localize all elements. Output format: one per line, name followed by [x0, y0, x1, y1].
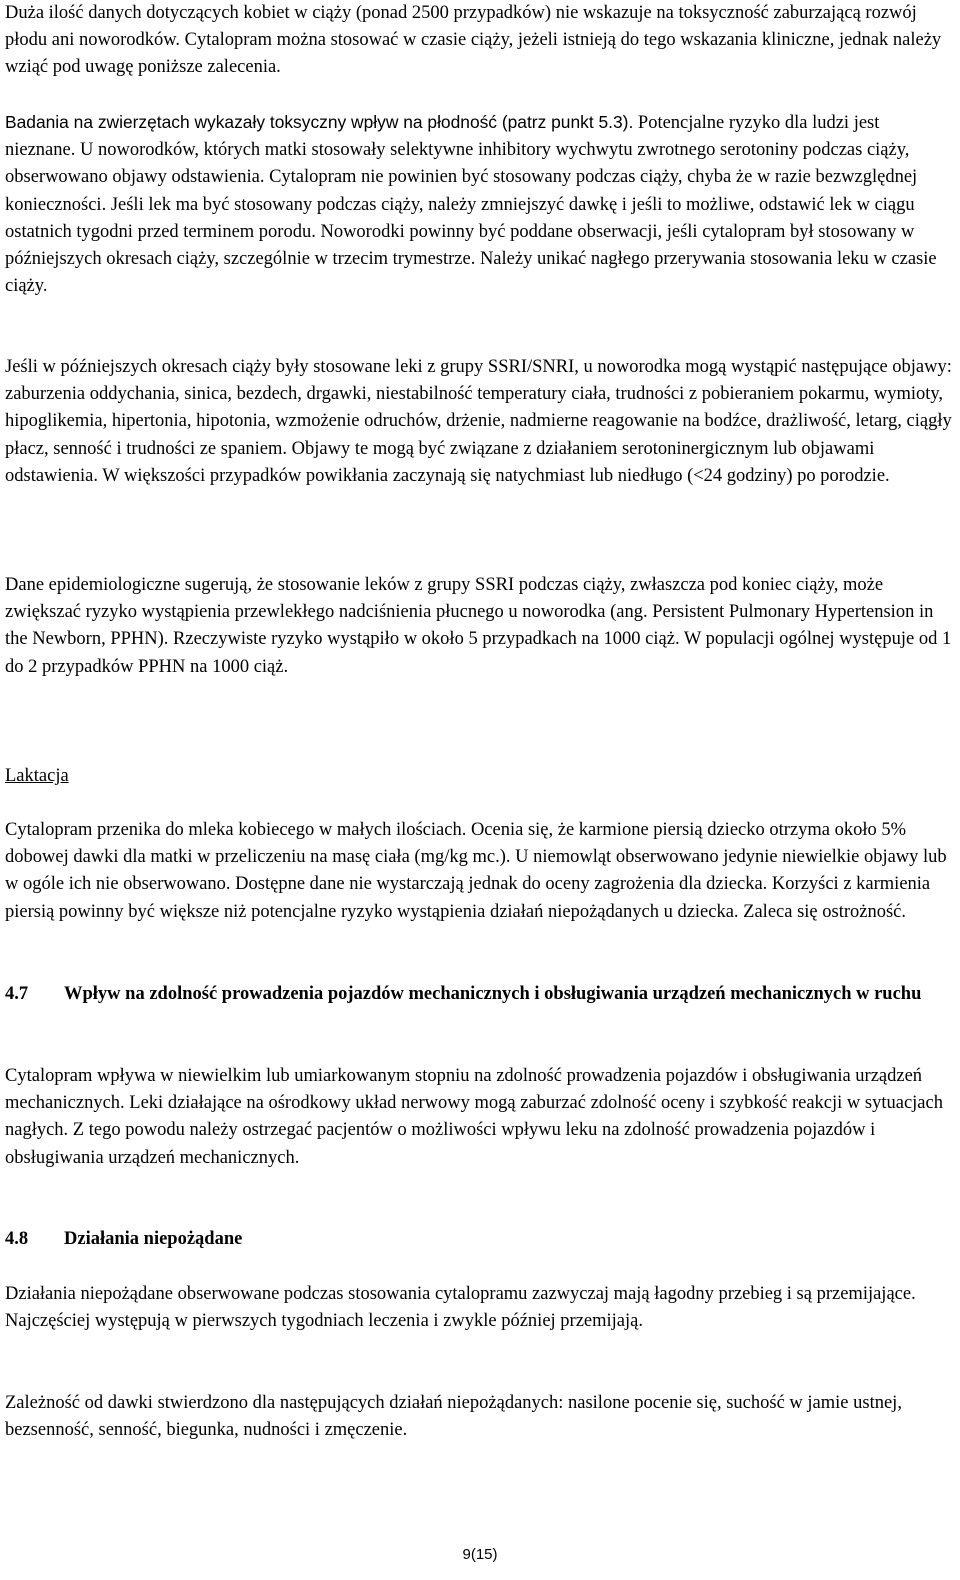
paragraph-adverse-effects: Działania niepożądane obserwowane podczas stosowania cytalopramu zazwyczaj mają łagodny przebieg i są przemijające. Najczęściej występują w pierwszych tygodniach leczenia i zwykle później przemijają.: [5, 1284, 916, 1332]
paragraph-lactation: Cytalopram przenika do mleka kobiecego w małych ilościach. Ocenia się, że karmione piersią dziecko otrzyma około 5% dobowej dawki dla matki w przeliczeniu na masę ciała (mg/kg mc.). U niemowląt obserwowano jedynie niewielkie objawy lub w ogóle ich nie obserwowano. Dostępne dane nie wystarczają jednak do oceny zagrożenia dla dziecka. Korzyści z karmienia piersią powinny być większe niż potencjalne ryzyko wystąpienia działań niepożądanych u dziecka. Zaleca się ostrożność.: [5, 820, 947, 922]
paragraph-pphn: Dane epidemiologiczne sugerują, że stosowanie leków z grupy SSRI podczas ciąży, zwłaszcza pod koniec ciąży, może zwiększać ryzyko wystąpienia przewlekłego nadciśnienia płucnego u noworodka (ang. Persistent Pulmonary Hypertension in the Newborn, PPHN). Rzeczywiste ryzyko wystąpiło w około 5 przypadkach na 1000 ciąż. W populacji ogólnej występuje od 1 do 2 przypadków PPHN na 1000 ciąż.: [5, 575, 952, 677]
paragraph-dose-dependence: Zależność od dawki stwierdzono dla następujących działań niepożądanych: nasilone pocenie się, suchość w jamie ustnej, bezsenność, senność, biegunka, nudności i zmęczenie.: [5, 1393, 902, 1441]
paragraph-pregnancy-data: Duża ilość danych dotyczących kobiet w ciąży (ponad 2500 przypadków) nie wskazuje na toksyczność zaburzającą rozwój płodu ani noworodków. Cytalopram można stosować w czasie ciąży, jeżeli istnieją do tego wskazania kliniczne, jednak należy wziąć pod uwagę poniższe zalecenia.: [5, 3, 942, 78]
section-number-4-7: 4.7: [5, 984, 29, 1004]
paragraph-ssri-symptoms: Jeśli w późniejszych okresach ciąży były stosowane leki z grupy SSRI/SNRI, u noworodka mogą wystąpić następujące objawy: zaburzenia oddychania, sinica, bezdech, drgawki, niestabilność temperatury ciała, trudności z pobieraniem pokarmu, wymioty, hipoglikemia, hipertonia, hipotonia, wzmożenie odruchów, drżenie, nadmierne reagowanie na bodźce, drażliwość, letarg, ciągły płacz, senność i trudności ze spaniem. Objawy te mogą być związane z działaniem serotoninergicznym lub objawami odstawienia. W większości przypadków powikłania zaczynają się natychmiast lub niedługo (<24 godziny) po porodzie.: [5, 357, 952, 486]
paragraph-driving: Cytalopram wpływa w niewielkim lub umiarkowanym stopniu na zdolność prowadzenia pojazdów i obsługiwania urządzeń mechanicznych. Leki działające na ośrodkowy układ nerwowy mogą zaburzać zdolność oceny i szybkość reakcji w sytuacjach nagłych. Z tego powodu należy ostrzegać pacjentów o możliwości wpływu leku na zdolność prowadzenia pojazdów i obsługiwania urządzeń mechanicznych.: [5, 1066, 943, 1168]
page-number: 9(15): [462, 1546, 498, 1563]
section-number-4-8: 4.8: [5, 1229, 29, 1249]
section-title-4-8: Działania niepożądane: [64, 1229, 243, 1249]
paragraph-animal-studies: [5, 109, 953, 300]
paragraph-animal-studies-rest: Potencjalne ryzyko dla ludzi jest nieznane. U noworodków, których matki stosowały selektywne inhibitory wychwytu zwrotnego serotoniny podczas ciąży, obserwowano objawy odstawienia. Cytalopram nie powinien być stosowany podczas ciąży, chyba że w razie bezwzględnej konieczności. Jeśli lek ma być stosowany podczas ciąży, należy zmniejszyć dawkę i jeśli to możliwe, odstawić lek w ciągu ostatnich tygodni przed terminem porodu. Noworodki powinny być poddane obserwacji, jeśli cytalopram był stosowany w późniejszych okresach ciąży, szczególnie w trzecim trymestrze. Należy unikać nagłego przerywania stosowania leku w czasie ciąży.: [5, 113, 937, 297]
section-title-4-7: Wpływ na zdolność prowadzenia pojazdów mechanicznych i obsługiwania urządzeń mechanicznych w ruchu: [64, 984, 922, 1004]
heading-lactation: Laktacja: [5, 766, 69, 786]
paragraph-animal-studies-lead: Badania na zwierzętach wykazały toksyczny wpływ na płodność (patrz punkt 5.3).: [5, 112, 634, 132]
